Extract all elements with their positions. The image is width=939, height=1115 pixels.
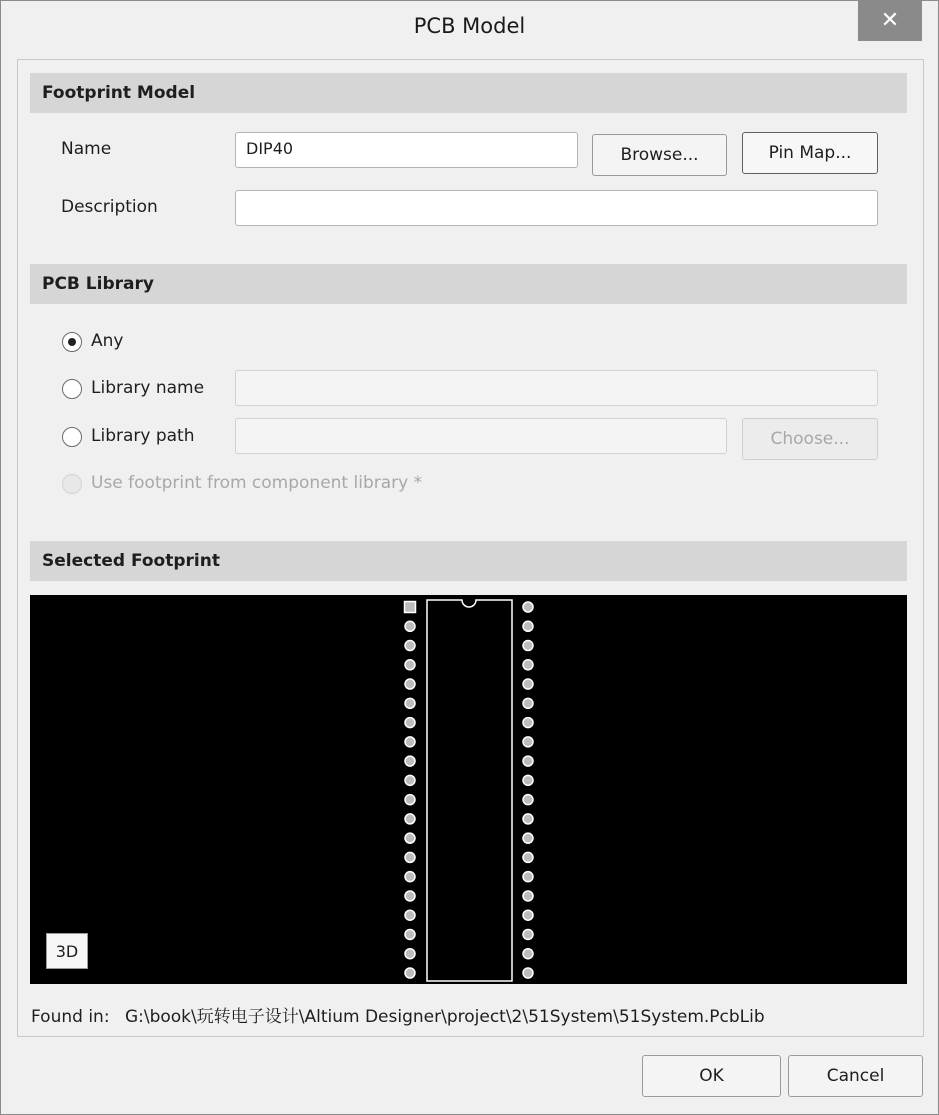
pad-right (523, 872, 533, 882)
choose-button[interactable] (742, 418, 878, 460)
pad-right (523, 660, 533, 670)
pad-right (523, 929, 533, 939)
pad-left (405, 814, 415, 824)
pad-right (523, 737, 533, 747)
pad-left (405, 872, 415, 882)
library-path-input[interactable] (235, 418, 727, 454)
pad-left (405, 910, 415, 920)
close-button[interactable] (858, 1, 922, 41)
pad-right (523, 968, 533, 978)
radio-any-label: Any (91, 331, 124, 351)
footprint-preview[interactable] (30, 595, 907, 984)
pad-right (523, 602, 533, 612)
pad-right (523, 795, 533, 805)
pad-left (405, 718, 415, 728)
cancel-button[interactable] (788, 1055, 923, 1097)
browse-button-label: Browse... (620, 145, 699, 165)
radio-use-component-library-indicator[interactable] (62, 474, 82, 494)
browse-button[interactable] (592, 134, 727, 176)
found-in-row (31, 1002, 765, 1027)
pad-left (405, 949, 415, 959)
ic-body-outline (427, 600, 512, 981)
pad-left (405, 968, 415, 978)
pad-right (523, 833, 533, 843)
section-header-footprint-model: Footprint Model (30, 73, 907, 113)
pin-map-button-label: Pin Map... (768, 143, 852, 163)
pad-right (523, 891, 533, 901)
footprint-drawing (30, 595, 907, 984)
pad-right (523, 814, 533, 824)
pad-right (523, 641, 533, 651)
library-name-input[interactable] (235, 370, 878, 406)
radio-library-name-label: Library name (91, 378, 205, 398)
found-in-label: Found in: (31, 1007, 110, 1027)
pad-right (523, 910, 533, 920)
ok-button[interactable] (642, 1055, 781, 1097)
pad-right (523, 775, 533, 785)
pad-left (405, 891, 415, 901)
choose-button-label: Choose... (770, 429, 850, 449)
pad-left (405, 641, 415, 651)
radio-any-indicator[interactable] (62, 332, 82, 352)
pad-left (405, 833, 415, 843)
pad-left (405, 621, 415, 631)
pad-right (523, 756, 533, 766)
pad-left (405, 756, 415, 766)
pad-right (523, 698, 533, 708)
pad-left (405, 795, 415, 805)
pad-right (523, 718, 533, 728)
pad-left (405, 775, 415, 785)
view-3d-button[interactable]: 3D (46, 933, 88, 969)
close-icon: ✕ (880, 8, 900, 33)
radio-library-name-indicator[interactable] (62, 379, 82, 399)
radio-library-path-indicator[interactable] (62, 427, 82, 447)
pad-1-square (405, 602, 416, 613)
ok-button-label: OK (699, 1066, 724, 1086)
pin-map-button[interactable] (742, 132, 878, 174)
pad-left (405, 852, 415, 862)
found-in-path: G:\book\玩转电子设计\Altium Designer\project\2\51System\51System.PcbLib (124, 1007, 765, 1027)
section-header-pcb-library: PCB Library (30, 264, 907, 304)
pad-left (405, 929, 415, 939)
name-input[interactable]: DIP40 (235, 132, 578, 168)
pad-left (405, 660, 415, 670)
pad-right (523, 679, 533, 689)
pad-left (405, 737, 415, 747)
description-label: Description (61, 197, 158, 217)
description-input[interactable] (235, 190, 878, 226)
window-title: PCB Model (413, 14, 526, 38)
pad-right (523, 852, 533, 862)
radio-library-path-label: Library path (91, 426, 195, 446)
pad-right (523, 949, 533, 959)
title-bar[interactable] (1, 1, 938, 56)
cancel-button-label: Cancel (826, 1066, 885, 1086)
pad-left (405, 679, 415, 689)
pad-right (523, 621, 533, 631)
radio-use-component-library-label: Use footprint from component library * (91, 473, 423, 493)
name-label: Name (61, 139, 112, 159)
section-header-selected-footprint: Selected Footprint (30, 541, 907, 581)
pad-left (405, 698, 415, 708)
